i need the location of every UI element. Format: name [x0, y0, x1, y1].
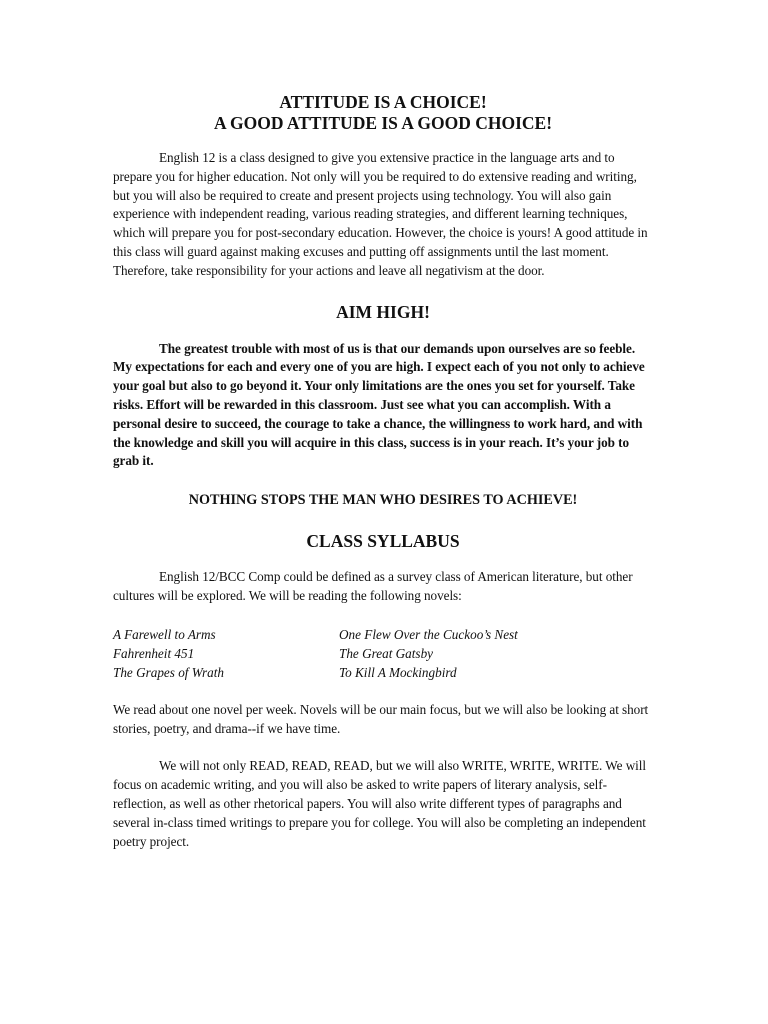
writing-paragraph: We will not only READ, READ, READ, but we will also WRITE, WRITE, WRITE. We will focus on academic writing, and you will also be asked to write papers of literary analysis, self-reflection, as well as other rhetorical papers. You will also write different types of paragraphs and several in-class timed writings to prepare you for college. You will also be completing an independent poetry project.: [113, 758, 647, 849]
aim-high-paragraph: The greatest trouble with most of us is that our demands upon ourselves are so feeble. My expectations for each and every one of you are high. I expect each of you not only to achieve your goal but also to go beyond it. Your only limitations are the ones you set for yourself. Take risks. Effort will be rewarded in this classroom. Just see what you can accomplish. With a personal desire to succeed, the courage to take a chance, the willingness to work hard, and with the knowledge and skill you will acquire in this class, success is in your reach. It’s your job to grab it.: [113, 340, 645, 469]
aim-high-heading: AIM HIGH!: [336, 301, 430, 322]
syllabus-intro-paragraph: English 12/BCC Comp could be defined as a survey class of American literature, but other cultures will be explored. We will be reading the following novels:: [113, 569, 633, 603]
novel-title: The Great Gatsby: [339, 645, 434, 661]
novel-title: Fahrenheit 451: [113, 645, 195, 661]
novel-title: The Grapes of Wrath: [113, 664, 224, 680]
document-page: [113, 92, 653, 851]
class-syllabus-heading: CLASS SYLLABUS: [306, 531, 460, 552]
novel-title: To Kill A Mockingbird: [339, 664, 457, 680]
title-line-2: A GOOD ATTITUDE IS A GOOD CHOICE!: [213, 113, 553, 133]
intro-paragraph: English 12 is a class designed to give you extensive practice in the language arts and to prepare you for higher education. Not only will you be required to do extensive reading and writing, but you will also be required to create and present projects using technology. You will also gain experience with independent reading, various reading strategies, and different learning techniques, which will prepare you for post-secondary education. However, the choice is yours! A good attitude in this class will guard against making excuses and putting off assignments until the last moment. Therefore, take responsibility for your actions and leave all negativism at the door.: [113, 150, 648, 278]
novel-pace-paragraph: We read about one novel per week. Novels will be our main focus, but we will also be looking at short stories, poetry, and drama--if we have time.: [113, 701, 649, 736]
motto-heading: NOTHING STOPS THE MAN WHO DESIRES TO ACHIEVE!: [188, 492, 578, 509]
novel-list: [113, 625, 653, 682]
title-line-1: ATTITUDE IS A CHOICE!: [279, 92, 487, 112]
novel-title: One Flew Over the Cuckoo’s Nest: [339, 626, 518, 642]
novel-title: A Farewell to Arms: [113, 626, 216, 642]
